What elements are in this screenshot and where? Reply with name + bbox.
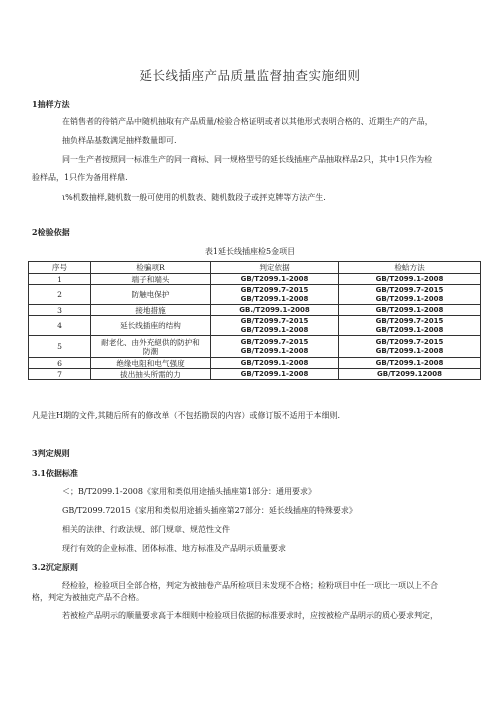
table-caption: 表1延长线插座检5金项目 [204, 247, 296, 256]
cell-method-line: GB/T2099.7-2015 [375, 337, 444, 346]
cell-method [339, 305, 481, 316]
cell-method [339, 369, 481, 380]
cell-basis [211, 305, 339, 316]
cell-basis-line: GB/T2099.1-2008 [240, 369, 309, 378]
cell-item-line: 端子和端头 [131, 274, 170, 284]
section-1-paragraph-1-line-2: 抽负样品基数满足抽样数量即可. [62, 136, 177, 145]
section-3-heading: 3判定规则 [32, 448, 70, 458]
cell-basis [211, 369, 339, 380]
cell-method-line: GB/T2099.1-2008 [375, 305, 444, 314]
cell-method-line: GB/T2099.1-2008 [375, 358, 444, 367]
cell-item-line: 延长线插座的结构 [120, 321, 181, 330]
cell-item [91, 358, 211, 369]
cell-method-line: GB/T2099.1-2008 [375, 294, 444, 303]
cell-no: 2 [29, 285, 91, 305]
cell-basis [211, 285, 339, 305]
section-3-paragraph-2: 若被检产品明示的顺量要求高于本细则中检验项目依据的标准要求时，应按被检产品明示的质心要求判定， [62, 611, 438, 620]
cell-item-line: 防潮 [142, 346, 159, 356]
header-item: 检骗项R [91, 262, 211, 274]
section-1-paragraph-2-line-1: 同一生产者按照同一标准生产的同一商标、同一规格型号的延长线插座产品抽取样品2只，其中1只作为检 [62, 155, 433, 164]
cell-basis-line: GB/T2099.7-2015 [240, 337, 309, 346]
standard-3: 相关的法律、行政法规、部门规章、规范性文件 [62, 525, 230, 534]
cell-basis-line: GB/T2099.1-2008 [240, 294, 309, 303]
cell-item [91, 285, 211, 305]
cell-basis-line: GB/T2099.1-2008 [240, 274, 309, 283]
cell-item-line: 耐老化、由外充絕供的防护和 [101, 337, 200, 347]
table-row [29, 274, 481, 285]
cell-basis-line: GB/T2099.1-2008 [240, 325, 309, 334]
cell-no: 5 [29, 336, 91, 358]
cell-basis-line: GB./T2099.1-2008 [239, 305, 310, 314]
cell-method [339, 336, 481, 358]
section-3-paragraph-1-line-1: 经检验，检验项目全部合格，判定为被抽卷产品所检项目未发现不合格；检粉项目中任一项比一项以上不合 [62, 581, 438, 590]
table-body [29, 274, 481, 380]
cell-item [91, 369, 211, 380]
cell-no: 1 [29, 274, 91, 285]
cell-method-line: GB/T2099.1-2008 [375, 274, 444, 283]
header-method: 检蛤方法 [339, 262, 481, 274]
cell-method-line: GB/T2099.1-2008 [375, 325, 444, 334]
section-1-paragraph-2-line-2: 验样品，1只作为备用样鼎. [32, 173, 128, 182]
section-3-1-heading: 3.1依据标准 [32, 468, 78, 478]
table-note: 凡是注H期的文件,其随后所有的修改单（不包括勘误的内容）或修订版不适用于本细则. [32, 411, 341, 420]
cell-method-line: GB/T2099.12008 [377, 369, 442, 378]
cell-item-line: 拔出抽头所需的力 [120, 369, 181, 379]
table-row [29, 369, 481, 380]
table-row [29, 358, 481, 369]
section-1-paragraph-1-line-1: 在销售者的待销产品中随机抽取有产品质量/检验合格证明或者以其他形式表明合格的、近期生产的产品， [62, 117, 433, 126]
cell-method [339, 358, 481, 369]
section-1-paragraph-3: ι%机数抽样,随机数一般可使用的机数表、随机数段子或抨克牌等方法产生. [62, 193, 326, 202]
cell-no: 7 [29, 369, 91, 380]
header-no: 序号 [29, 262, 91, 274]
cell-no: 6 [29, 358, 91, 369]
cell-basis [211, 274, 339, 285]
cell-method [339, 274, 481, 285]
cell-basis [211, 336, 339, 358]
inspection-items-table [28, 261, 481, 380]
section-3-paragraph-1-line-2: 格，判定为被抽克产品不合格。 [32, 593, 144, 602]
cell-basis [211, 358, 339, 369]
table-row [29, 305, 481, 316]
cell-method [339, 285, 481, 305]
cell-no: 3 [29, 305, 91, 316]
cell-item-line: 防触电保护 [131, 290, 170, 299]
table-row [29, 336, 481, 358]
cell-basis-line: GB/T2099.1-2008 [240, 358, 309, 367]
standard-4: 现行有效的企业标准、团体标准、地方标准及产品明示质量要求 [62, 544, 286, 553]
cell-item [91, 305, 211, 316]
cell-method-line: GB/T2099.7-2015 [375, 316, 444, 325]
table-row [29, 316, 481, 336]
cell-item [91, 336, 211, 358]
cell-basis-line: GB/T2099.1-2008 [240, 346, 309, 355]
section-3-2-heading: 3.2沉定原则 [32, 562, 78, 572]
cell-item [91, 316, 211, 336]
cell-no: 4 [29, 316, 91, 336]
cell-basis-line: GB/T2099.7-2015 [240, 316, 309, 325]
cell-basis [211, 316, 339, 336]
document-title: 延长线插座产品质量监督抽查实施细则 [139, 68, 361, 83]
header-basis: 判定依据 [211, 262, 339, 274]
section-1-heading: 1抽样方法 [32, 99, 70, 109]
cell-basis-line: GB/T2099.7-2015 [240, 285, 309, 294]
cell-item-line: 接地措施 [135, 305, 166, 315]
cell-method [339, 316, 481, 336]
cell-method-line: GB/T2099.1-2008 [375, 346, 444, 355]
table-row [29, 285, 481, 305]
section-2-heading: 2检验依据 [32, 227, 70, 237]
cell-item [91, 274, 211, 285]
cell-method-line: GB/T2099.7-2015 [375, 285, 444, 294]
standard-2: GB/T2099.72015《家用和类似用途插头插座第27部分：延长线插座的特殊要求》 [62, 506, 357, 515]
table-header-row [29, 262, 481, 274]
cell-item-line: 绝缘电阻和电气强度 [116, 358, 185, 368]
standard-1: ＜；B/T2099.1-2008《家用和类似用途插头插座第1部分：通用要求》 [62, 487, 317, 496]
